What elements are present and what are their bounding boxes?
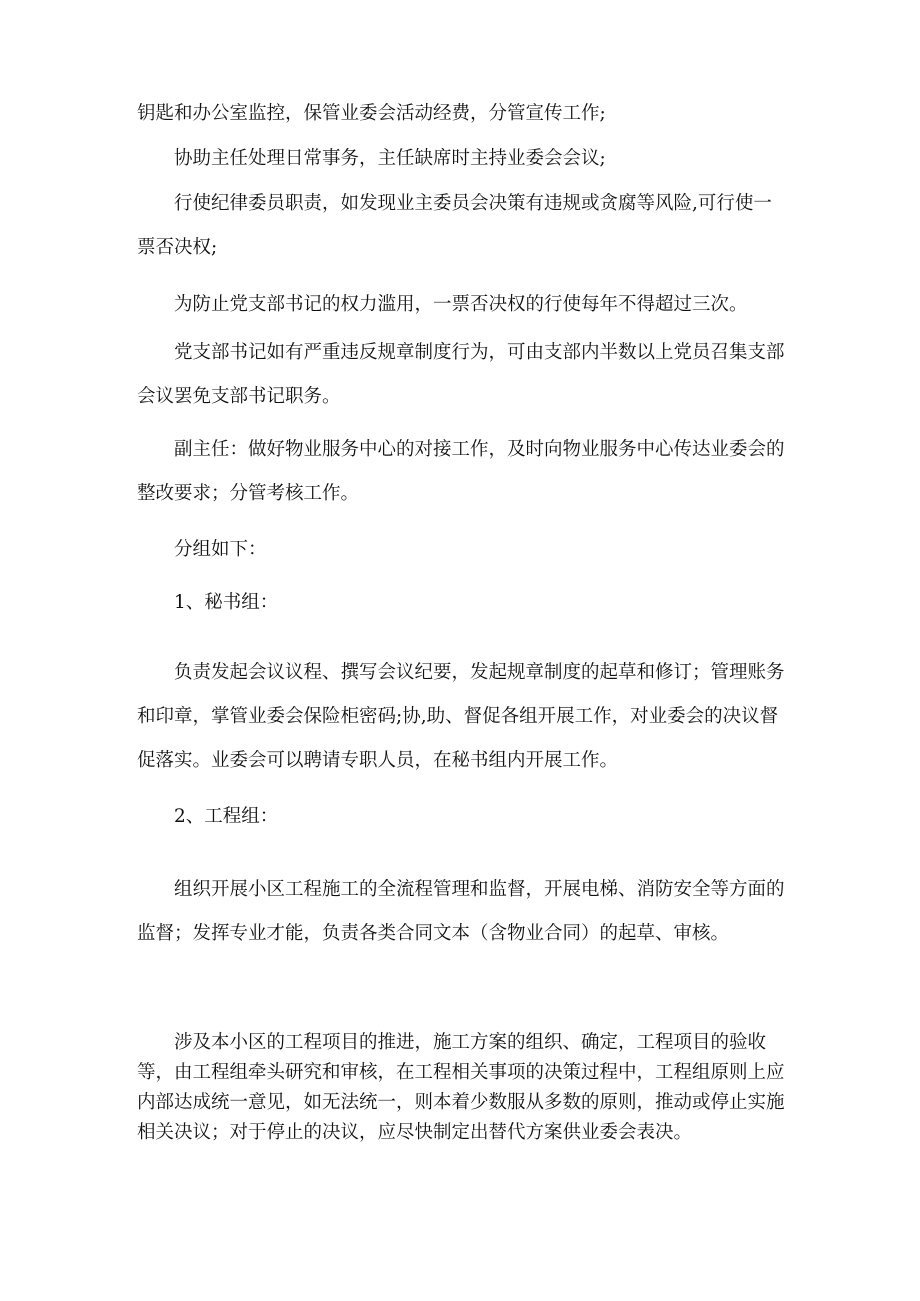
section-heading-1: 1、秘书组： xyxy=(174,592,279,613)
paragraph-2: 协助主任处理日常事务，主任缺席时主持业委会会议; xyxy=(174,148,606,169)
paragraph-10: 涉及本小区的工程项目的推进，施工方案的组织、确定，工程项目的验收等，由工程组牵头研究和审核，在工程相关事项的决策过程中，工程组原则上应内部达成统一意见，如无法统一，则本着少数服从多数的原则，推动或停止实施相关决议；对于停止的决议，应尽快制定出替代方案供业委会表决。 xyxy=(137,1032,785,1143)
paragraph-3: 行使纪律委员职责，如发现业主委员会决策有违规或贪腐等风险,可行使一票否决权; xyxy=(137,193,772,258)
paragraph-5: 党支部书记如有严重违反规章制度行为，可由支部内半数以上党员召集支部会议罢免支部书记职务。 xyxy=(137,342,785,407)
section-heading-2: 2、工程组： xyxy=(174,806,279,827)
paragraph-6: 副主任：做好物业服务中心的对接工作，及时向物业服务中心传达业委会的整改要求；分管考核工作。 xyxy=(137,439,785,504)
paragraph-7: 分组如下： xyxy=(174,539,267,560)
paragraph-9: 组织开展小区工程施工的全流程管理和监督，开展电梯、消防安全等方面的监督；发挥专业才能，负责各类合同文本（含物业合同）的起草、审核。 xyxy=(137,879,785,944)
paragraph-4: 为防止党支部书记的权力滥用，一票否决权的行使每年不得超过三次。 xyxy=(174,294,748,315)
paragraph-1: 钥匙和办公室监控，保管业委会活动经费，分管宣传工作; xyxy=(137,103,606,124)
paragraph-8: 负责发起会议议程、撰写会议纪要，发起规章制度的起草和修订；管理账务和印章，掌管业委会保险柜密码;协,助、督促各组开展工作，对业委会的决议督促落实。业委会可以聘请专职人员，在秘书组内开展工作。 xyxy=(137,662,785,771)
